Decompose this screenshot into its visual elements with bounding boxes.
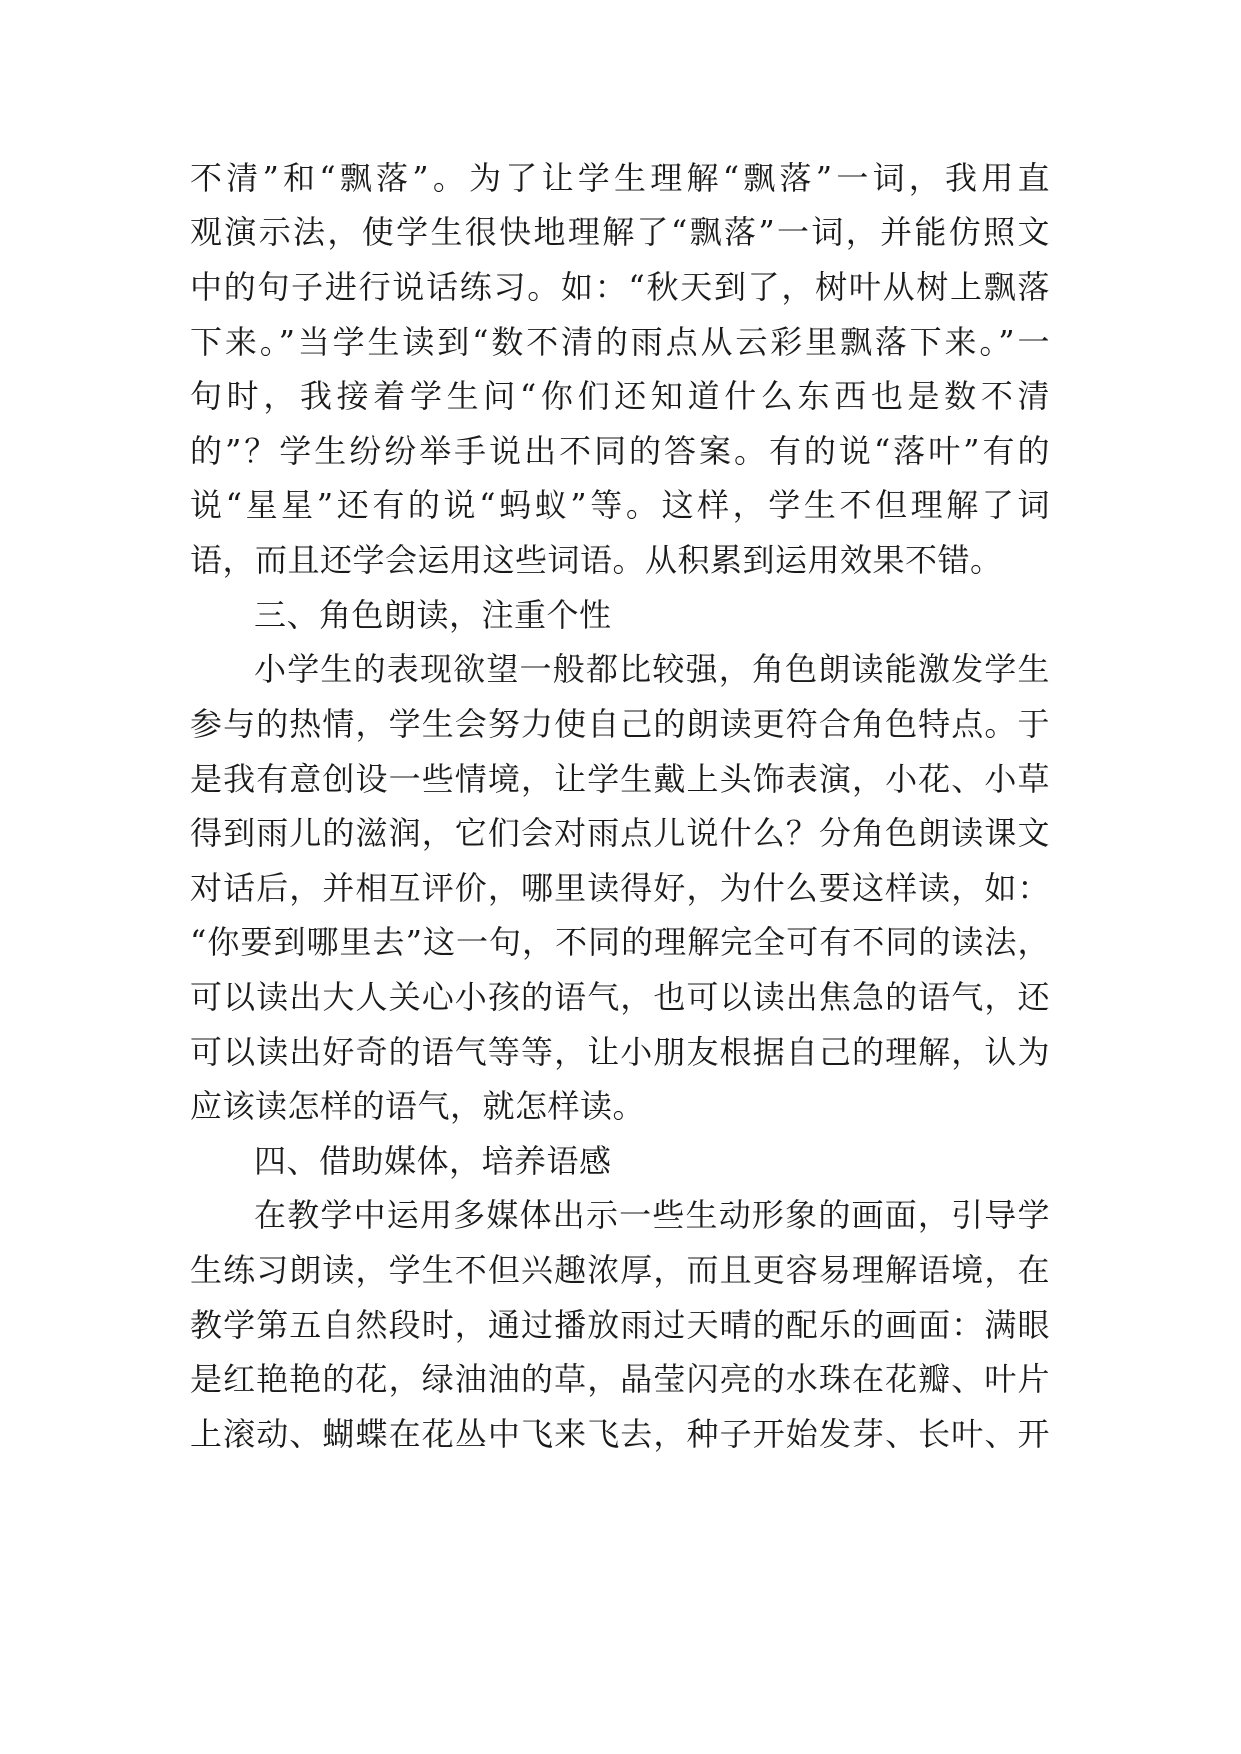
text-line: 说“星星”还有的说“蚂蚁”等。这样，学生不但理解了词	[190, 486, 1050, 524]
text-line: 观演示法，使学生很快地理解了“飘落”一词，并能仿照文	[190, 213, 1050, 251]
text-line: 上滚动、蝴蝶在花丛中飞来飞去，种子开始发芽、长叶、开	[190, 1415, 1050, 1453]
text-line: 句时，我接着学生问“你们还知道什么东西也是数不清	[190, 377, 1050, 415]
text-line: 不清”和“飘落”。为了让学生理解“飘落”一词，我用直	[190, 159, 1050, 197]
text-line: 生练习朗读，学生不但兴趣浓厚，而且更容易理解语境，在	[190, 1251, 1050, 1289]
text-line: 得到雨儿的滋润，它们会对雨点儿说什么？分角色朗读课文	[190, 814, 1050, 852]
section-heading: 四、借助媒体，培养语感	[254, 1142, 612, 1180]
text-line: 可以读出好奇的语气等等，让小朋友根据自己的理解，认为	[190, 1033, 1050, 1071]
text-line: “你要到哪里去”这一句，不同的理解完全可有不同的读法，	[190, 923, 1050, 961]
text-line: 可以读出大人关心小孩的语气，也可以读出焦急的语气，还	[190, 978, 1050, 1016]
text-line: 是红艳艳的花，绿油油的草，晶莹闪亮的水珠在花瓣、叶片	[190, 1360, 1050, 1398]
text-line: 中的句子进行说话练习。如：“秋天到了，树叶从树上飘落	[190, 268, 1050, 306]
paragraph-first-line: 在教学中运用多媒体出示一些生动形象的画面，引导学	[254, 1196, 1050, 1234]
text-line: 是我有意创设一些情境，让学生戴上头饰表演，小花、小草	[190, 760, 1050, 798]
text-line: 应该读怎样的语气，就怎样读。	[190, 1087, 646, 1125]
text-line: 参与的热情，学生会努力使自己的朗读更符合角色特点。于	[190, 705, 1050, 743]
text-line: 语，而且还学会运用这些词语。从积累到运用效果不错。	[190, 541, 1003, 579]
section-heading: 三、角色朗读，注重个性	[254, 596, 612, 634]
text-line: 对话后，并相互评价，哪里读得好，为什么要这样读，如：	[190, 869, 1050, 907]
text-line: 教学第五自然段时，通过播放雨过天晴的配乐的画面：满眼	[190, 1306, 1050, 1344]
paragraph-first-line: 小学生的表现欲望一般都比较强，角色朗读能激发学生	[254, 650, 1050, 688]
text-line: 的”？学生纷纷举手说出不同的答案。有的说“落叶”有的	[190, 432, 1050, 470]
text-line: 下来。”当学生读到“数不清的雨点从云彩里飘落下来。”一	[190, 323, 1050, 361]
